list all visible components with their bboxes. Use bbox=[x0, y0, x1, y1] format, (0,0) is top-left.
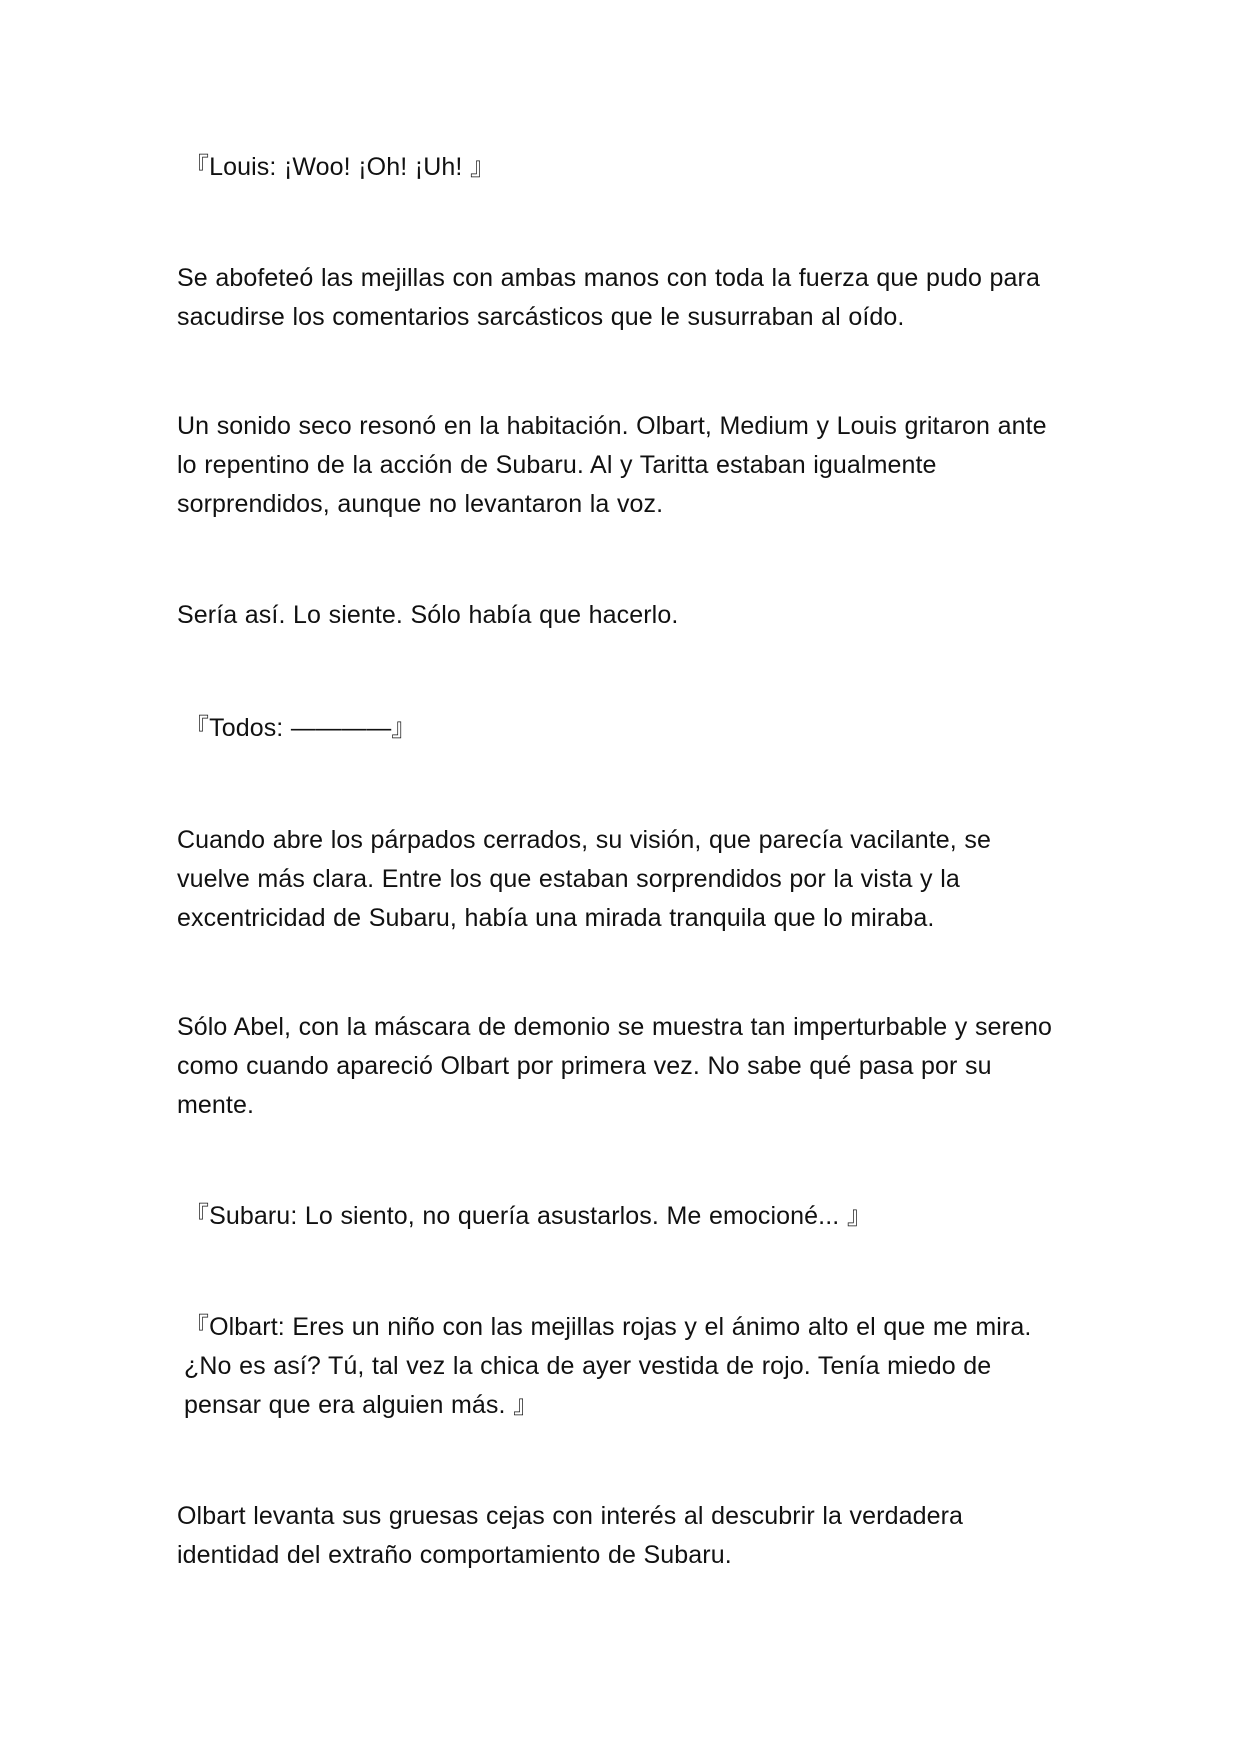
narration-paragraph: Cuando abre los párpados cerrados, su visión, que parecía vacilante, se vuelve más clara. Entre los que estaban sorprendidos por la vista y la excentricidad de Subaru, había una mirada tranquila que lo miraba. bbox=[177, 826, 991, 932]
narration-paragraph: Sería así. Lo siente. Sólo había que hacerlo. bbox=[177, 601, 679, 629]
narration-paragraph: Olbart levanta sus gruesas cejas con interés al descubrir la verdadera identidad del extraño comportamiento de Subaru. bbox=[177, 1502, 964, 1569]
dialogue-subaru: 『Subaru: Lo siento, no quería asustarlos. Me emocioné... 』 bbox=[184, 1202, 872, 1230]
dialogue-olbart: 『Olbart: Eres un niño con las mejillas rojas y el ánimo alto el que me mira. ¿No es así? Tú, tal vez la chica de ayer vestida de rojo. Tenía miedo de pensar que era alguien más. 』 bbox=[184, 1313, 1032, 1419]
narration-paragraph: Sólo Abel, con la máscara de demonio se muestra tan imperturbable y sereno como cuando apareció Olbart por primera vez. No sabe qué pasa por su mente. bbox=[177, 1013, 1052, 1119]
narration-paragraph: Se abofeteó las mejillas con ambas manos con toda la fuerza que pudo para sacudirse los comentarios sarcásticos que le susurraban al oído. bbox=[177, 264, 1040, 331]
dialogue-louis: 『Louis: ¡Woo! ¡Oh! ¡Uh! 』 bbox=[184, 153, 496, 181]
narration-paragraph: Un sonido seco resonó en la habitación. Olbart, Medium y Louis gritaron ante lo repentino de la acción de Subaru. Al y Taritta estaban igualmente sorprendidos, aunque no levantaron la voz. bbox=[177, 412, 1047, 518]
dialogue-todos: 『Todos: ————』 bbox=[184, 714, 417, 742]
